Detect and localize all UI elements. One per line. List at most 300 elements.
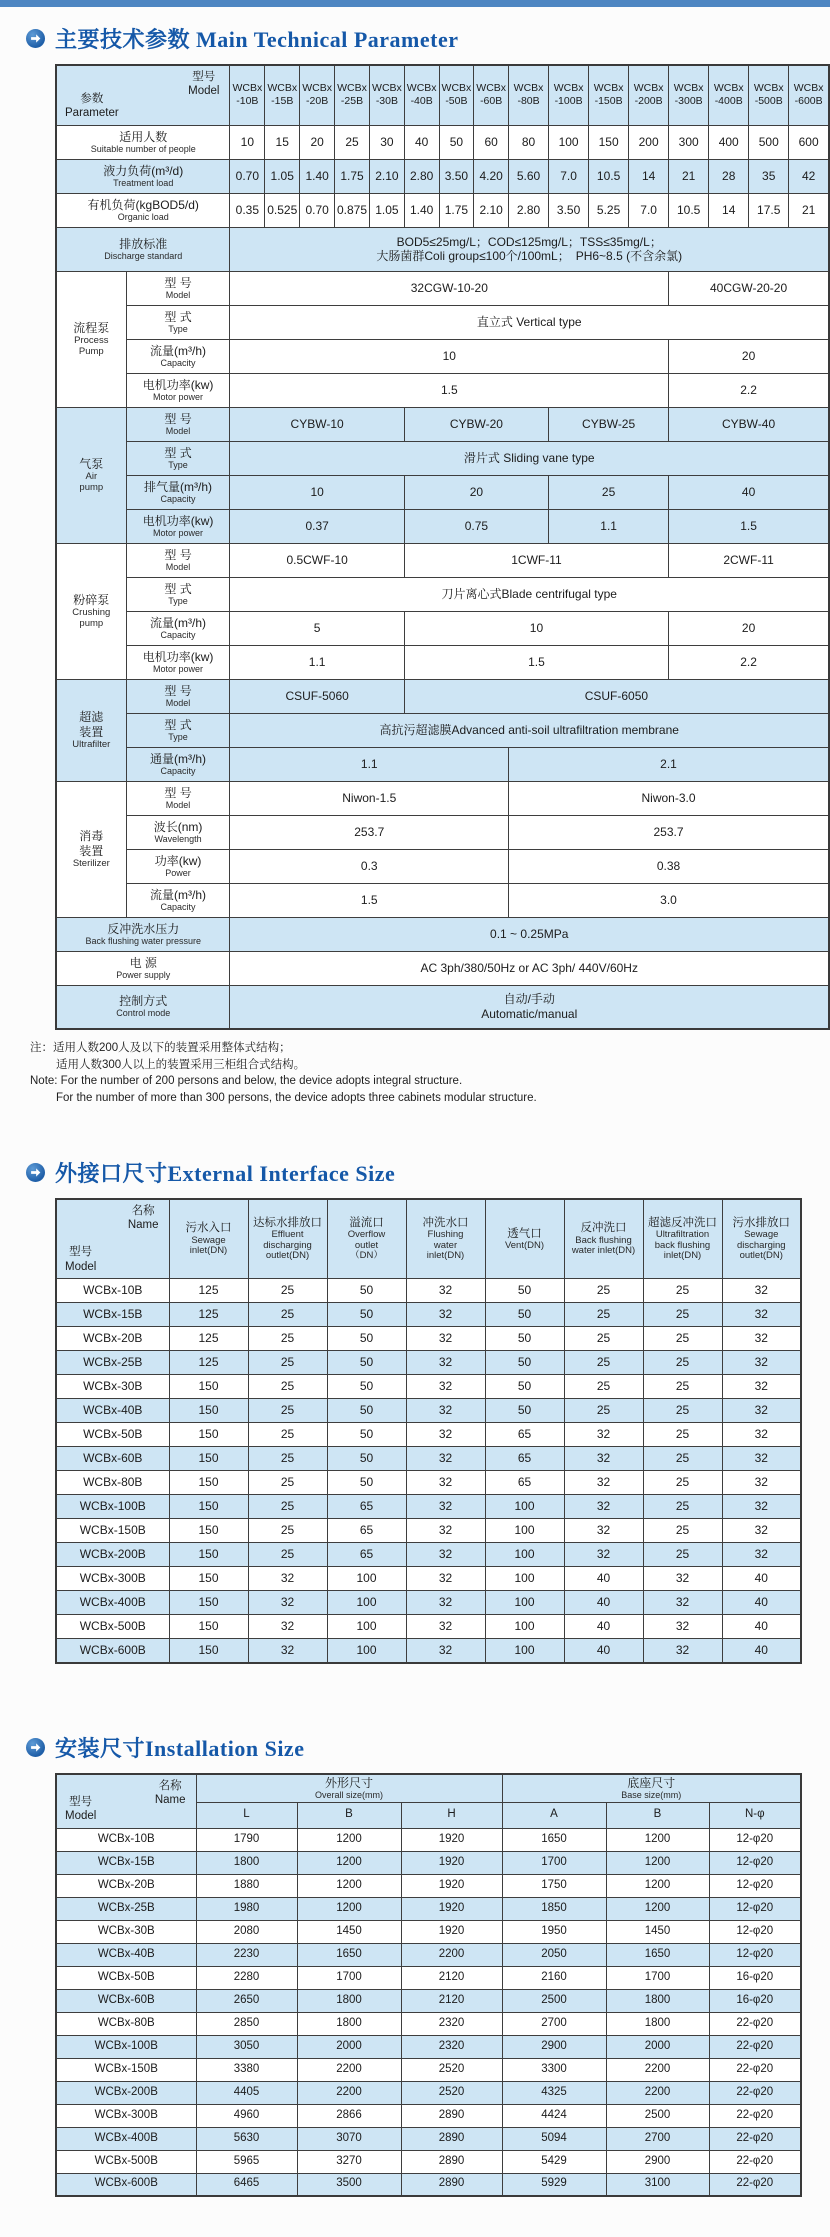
table-cell: 2890 [401,2150,502,2173]
column-header: 反冲洗口 Back flushing water inlet(DN) [564,1199,643,1279]
table-cell: 1.1 [230,645,404,679]
table-cell: 25 [643,1327,722,1351]
table-cell: 32 [406,1519,485,1543]
diagonal-header [56,1199,169,1279]
column-header-model: WCBx -20B [300,65,335,125]
table-cell: 22-φ20 [709,2081,801,2104]
table-cell: 25 [248,1375,327,1399]
row-label: 反冲洗水压力 Back flushing water pressure [56,917,230,951]
table-cell: 1.5 [230,883,509,917]
table-cell: 200 [629,125,669,159]
row-label: 电机功率(kw) Motor power [126,509,230,543]
table-cell: 500 [749,125,789,159]
table-cell: 32 [564,1495,643,1519]
table-cell: 50 [485,1399,564,1423]
table-cell: 32 [722,1303,801,1327]
table-cell: 1450 [606,1920,709,1943]
table-cell: 16-φ20 [709,1966,801,1989]
table-cell: 1CWF-11 [404,543,668,577]
table-cell: 40 [722,1567,801,1591]
table-cell: 25 [248,1351,327,1375]
table-row [56,1851,801,1874]
row-label: 流量(m³/h) Capacity [126,339,230,373]
diag-top-label: 型号 Model [188,71,220,98]
table-cell: 2.80 [509,193,549,227]
table-cell: 50 [439,125,474,159]
table-cell: 25 [248,1399,327,1423]
table-cell: 32 [406,1279,485,1303]
table-cell: 2320 [401,2035,502,2058]
table-cell: 150 [169,1423,248,1447]
table-cell: 25 [643,1279,722,1303]
note-line: For the number of more than 300 persons, the device adopts three cabinets modular structure. [56,1092,537,1105]
table-cell: 0.37 [230,509,404,543]
table-cell: 32 [406,1327,485,1351]
table-cell: CYBW-20 [404,407,548,441]
table-row [56,1989,801,2012]
model-cell: WCBx-150B [56,2058,196,2081]
table-cell: 1920 [401,1828,502,1851]
table-cell: 32 [722,1327,801,1351]
table-cell: 40 [722,1639,801,1663]
table-row [56,679,829,713]
table-cell: 22-φ20 [709,2150,801,2173]
column-header-model: WCBx -60B [474,65,509,125]
table-cell: 30 [370,125,405,159]
table-cell: 2890 [401,2127,502,2150]
table-row [56,1279,801,1303]
row-label: 通量(m³/h) Capacity [126,747,230,781]
table-cell: 40 [564,1567,643,1591]
table-cell: 4.20 [474,159,509,193]
table-cell: 1850 [502,1897,606,1920]
table-cell: 2850 [196,2012,297,2035]
table-cell: CYBW-10 [230,407,404,441]
table-cell: 100 [327,1615,406,1639]
section-title-interface: 外接口尺寸External Interface Size [55,1160,396,1186]
model-cell: WCBx-60B [56,1989,196,2012]
table-row [56,407,829,441]
table-cell: 2120 [401,1989,502,2012]
table-cell: 3270 [297,2150,401,2173]
table-cell: 25 [248,1279,327,1303]
table-cell: 16-φ20 [709,1989,801,2012]
model-cell: WCBx-100B [56,1495,169,1519]
table-cell: 1200 [297,1851,401,1874]
row-label: 排放标准 Discharge standard [56,227,230,271]
table-cell: 1200 [606,1851,709,1874]
table-cell: 1920 [401,1897,502,1920]
table-cell: 1.5 [404,645,668,679]
table-cell: 2.10 [370,159,405,193]
model-cell: WCBx-150B [56,1519,169,1543]
table-cell: 2200 [606,2058,709,2081]
section-header-installation [26,1732,830,1763]
table-cell: 40 [564,1639,643,1663]
table-cell: 2700 [502,2012,606,2035]
table-cell: 32 [406,1543,485,1567]
table-cell: Niwon-3.0 [509,781,829,815]
table-cell: 100 [485,1639,564,1663]
table-cell: 3.50 [549,193,589,227]
table-cell: 17.5 [749,193,789,227]
table-cell: 5 [230,611,404,645]
table-cell: 1880 [196,1874,297,1897]
table-cell: CYBW-25 [549,407,669,441]
table-cell: 4405 [196,2081,297,2104]
model-cell: WCBx-400B [56,1591,169,1615]
table-row [56,1399,801,1423]
table-cell: 32 [564,1447,643,1471]
table-row [56,1351,801,1375]
model-cell: WCBx-600B [56,1639,169,1663]
table-cell: 2200 [401,1943,502,1966]
table-cell: 0.875 [335,193,370,227]
table-cell: 32 [722,1423,801,1447]
table-cell: 2.80 [404,159,439,193]
table-cell: 125 [169,1351,248,1375]
row-label: 控制方式 Control mode [56,985,230,1029]
column-header: 透气口 Vent(DN) [485,1199,564,1279]
table-cell: 50 [485,1303,564,1327]
table-cell: 1950 [502,1920,606,1943]
table-cell: 2280 [196,1966,297,1989]
installation-size-table [55,1773,802,2197]
table-cell: 5965 [196,2150,297,2173]
table-row [56,373,829,407]
column-header: H [401,1802,502,1828]
note-line: 注：适用人数200人及以下的装置采用整体式结构； [30,1042,291,1054]
table-cell: 3380 [196,2058,297,2081]
column-header-model: WCBx -10B [230,65,265,125]
table-cell: 42 [789,159,829,193]
table-cell: 32 [722,1279,801,1303]
table-cell: 0.525 [265,193,300,227]
table-cell: 50 [327,1327,406,1351]
table-cell: 150 [169,1591,248,1615]
table-cell: 150 [589,125,629,159]
table-cell: 600 [789,125,829,159]
table-cell: 2650 [196,1989,297,2012]
table-cell: 32 [406,1495,485,1519]
table-cell: 2200 [606,2081,709,2104]
table-cell: 400 [709,125,749,159]
table-row [56,543,829,577]
category-label: 粉碎泵 Crushing pump [56,543,126,679]
table-cell: 12-φ20 [709,1920,801,1943]
table-cell: 刀片离心式Blade centrifugal type [230,577,829,611]
table-cell: 65 [485,1423,564,1447]
model-cell: WCBx-25B [56,1897,196,1920]
table-row [56,159,829,193]
table-cell: 5.60 [509,159,549,193]
row-label: 电机功率(kw) Motor power [126,373,230,407]
table-cell: 20 [669,611,829,645]
table-row [56,2035,801,2058]
column-header: B [297,1802,401,1828]
table-row [56,2104,801,2127]
table-cell: 25 [643,1303,722,1327]
table-cell: 2500 [606,2104,709,2127]
table-cell: 2120 [401,1966,502,1989]
table-row [56,1543,801,1567]
table-cell: 22-φ20 [709,2104,801,2127]
row-label: 电机功率(kw) Motor power [126,645,230,679]
model-cell: WCBx-25B [56,1351,169,1375]
table-row [56,1639,801,1663]
table-cell: 22-φ20 [709,2058,801,2081]
table-cell: 2.10 [474,193,509,227]
table-cell: 1.75 [439,193,474,227]
table-row [56,883,829,917]
model-cell: WCBx-80B [56,1471,169,1495]
column-header-model: WCBx -400B [709,65,749,125]
column-header: B [606,1802,709,1828]
model-cell: WCBx-15B [56,1851,196,1874]
model-cell: WCBx-300B [56,1567,169,1591]
table-cell: 2890 [401,2173,502,2196]
table-cell: 50 [485,1351,564,1375]
table-row [56,509,829,543]
table-row [56,339,829,373]
table-cell: 40 [404,125,439,159]
table-cell: 4424 [502,2104,606,2127]
table-cell: 滑片式 Sliding vane type [230,441,829,475]
table-cell: 32 [722,1399,801,1423]
table-row [56,227,829,271]
table-cell: 1.5 [230,373,669,407]
table-cell: 50 [327,1351,406,1375]
table-row [56,2127,801,2150]
row-label: 型 号 Model [126,781,230,815]
arrow-bullet-icon [26,1738,45,1757]
table-cell: 32 [406,1303,485,1327]
table-cell: 21 [669,159,709,193]
table-cell: 4960 [196,2104,297,2127]
table-cell: 0.5CWF-10 [230,543,404,577]
column-header: N-φ [709,1802,801,1828]
table-cell: 65 [327,1543,406,1567]
table-row [56,2081,801,2104]
table-cell: 10 [404,611,668,645]
table-cell: 2080 [196,1920,297,1943]
table-cell: 100 [485,1519,564,1543]
column-header-model: WCBx -150B [589,65,629,125]
table-row [56,1591,801,1615]
table-row [56,1966,801,1989]
table-cell: 1700 [606,1966,709,1989]
table-cell: 32 [564,1423,643,1447]
table-cell: 1650 [502,1828,606,1851]
table-cell: 32 [643,1567,722,1591]
table-cell: 32 [406,1423,485,1447]
header-row [56,1774,801,1802]
table-cell: 1200 [606,1828,709,1851]
column-header: A [502,1802,606,1828]
table-cell: 1450 [297,1920,401,1943]
table-cell: 65 [327,1519,406,1543]
table-cell: 32 [722,1543,801,1567]
table-cell: 32 [722,1375,801,1399]
table-cell: 150 [169,1495,248,1519]
table-cell: 5094 [502,2127,606,2150]
table-cell: 10.5 [589,159,629,193]
table-cell: 12-φ20 [709,1943,801,1966]
column-header-model: WCBx -600B [789,65,829,125]
row-label: 型 号 Model [126,543,230,577]
table-cell: 60 [474,125,509,159]
table-cell: 28 [709,159,749,193]
table-cell: 100 [327,1591,406,1615]
table-cell: 32 [248,1591,327,1615]
table-row [56,125,829,159]
table-row [56,781,829,815]
model-cell: WCBx-100B [56,2035,196,2058]
table-cell: 25 [564,1399,643,1423]
table-cell: 80 [509,125,549,159]
model-cell: WCBx-300B [56,2104,196,2127]
table-row [56,985,829,1029]
diag-top-label: 名称 Name [154,1779,186,1807]
table-row [56,1495,801,1519]
table-row [56,1615,801,1639]
model-cell: WCBx-600B [56,2173,196,2196]
table-row [56,577,829,611]
diag-bottom-label: 型号 Model [65,1246,97,1273]
table-cell: 7.0 [549,159,589,193]
table-cell: 150 [169,1567,248,1591]
table-cell: 0.70 [230,159,265,193]
table-row [56,2012,801,2035]
table-row [56,815,829,849]
table-cell: 2050 [502,1943,606,1966]
table-cell: 32 [643,1615,722,1639]
table-cell: 32 [406,1375,485,1399]
table-cell: 25 [248,1303,327,1327]
table-cell: 50 [327,1279,406,1303]
table-cell: 25 [248,1447,327,1471]
column-header-model: WCBx -40B [404,65,439,125]
model-cell: WCBx-10B [56,1279,169,1303]
table-cell: 2000 [606,2035,709,2058]
table-row [56,611,829,645]
table-cell: 32 [643,1639,722,1663]
table-row [56,1897,801,1920]
table-cell: 32 [643,1591,722,1615]
row-label: 排气量(m³/h) Capacity [126,475,230,509]
table-cell: 直立式 Vertical type [230,305,829,339]
category-label: 消毒 装置 Sterilizer [56,781,126,917]
table-cell: 22-φ20 [709,2035,801,2058]
table-cell: 50 [327,1447,406,1471]
table-row [56,713,829,747]
table-cell: 1.40 [404,193,439,227]
table-cell: 2160 [502,1966,606,1989]
table-cell: 100 [485,1495,564,1519]
model-cell: WCBx-20B [56,1327,169,1351]
table-cell: 150 [169,1447,248,1471]
column-header-model: WCBx -200B [629,65,669,125]
external-interface-table [55,1198,802,1664]
table-cell: 2000 [297,2035,401,2058]
table-cell: 50 [485,1327,564,1351]
table-cell: 12-φ20 [709,1874,801,1897]
table-row [56,271,829,305]
model-cell: WCBx-200B [56,1543,169,1567]
table-cell: 1920 [401,1874,502,1897]
table-cell: 15 [265,125,300,159]
model-cell: WCBx-10B [56,1828,196,1851]
table-row [56,1447,801,1471]
table-cell: 25 [564,1327,643,1351]
table-cell: 1.1 [549,509,669,543]
table-cell: 150 [169,1543,248,1567]
table-cell: 150 [169,1639,248,1663]
table-cell: 32 [722,1495,801,1519]
table-cell: 14 [709,193,749,227]
table-cell: 5429 [502,2150,606,2173]
table-cell: 25 [643,1495,722,1519]
table-row [56,475,829,509]
category-label: 气泵 Air pump [56,407,126,543]
table-cell: AC 3ph/380/50Hz or AC 3ph/ 440V/60Hz [230,951,829,985]
table-cell: 100 [327,1567,406,1591]
table-cell: 25 [248,1471,327,1495]
table-cell: 2.1 [509,747,829,781]
table-cell: 20 [300,125,335,159]
table-cell: 125 [169,1303,248,1327]
table-cell: 32 [406,1471,485,1495]
table-row [56,747,829,781]
table-cell: 50 [327,1423,406,1447]
table-cell: 25 [248,1519,327,1543]
column-header: L [196,1802,297,1828]
section-header-interface [26,1157,830,1188]
table-cell: 25 [248,1543,327,1567]
table-cell: 25 [643,1519,722,1543]
table-cell: 40CGW-20-20 [669,271,829,305]
table-cell: 3.50 [439,159,474,193]
model-cell: WCBx-500B [56,2150,196,2173]
table-cell: 1750 [502,1874,606,1897]
table-cell: 10 [230,475,404,509]
model-cell: WCBx-60B [56,1447,169,1471]
column-header-model: WCBx -100B [549,65,589,125]
model-cell: WCBx-500B [56,1615,169,1639]
table-cell: CSUF-6050 [404,679,829,713]
table-row [56,1920,801,1943]
table-cell: 32 [722,1519,801,1543]
table-cell: 32 [406,1567,485,1591]
table-cell: 40 [564,1591,643,1615]
table-cell: 25 [564,1303,643,1327]
table-row [56,1567,801,1591]
table-cell: 0.1 ~ 0.25MPa [230,917,829,951]
table-cell: 32 [248,1567,327,1591]
table-cell: 32 [564,1471,643,1495]
table-cell: 25 [248,1327,327,1351]
table-cell: 25 [248,1423,327,1447]
category-label: 超滤 装置 Ultrafilter [56,679,126,781]
table-cell: 2866 [297,2104,401,2127]
row-label: 型 式 Type [126,577,230,611]
table-cell: 1920 [401,1920,502,1943]
table-cell: 1.5 [669,509,829,543]
table-cell: 1800 [606,1989,709,2012]
table-cell: 25 [643,1375,722,1399]
model-cell: WCBx-400B [56,2127,196,2150]
table-cell: 25 [564,1351,643,1375]
